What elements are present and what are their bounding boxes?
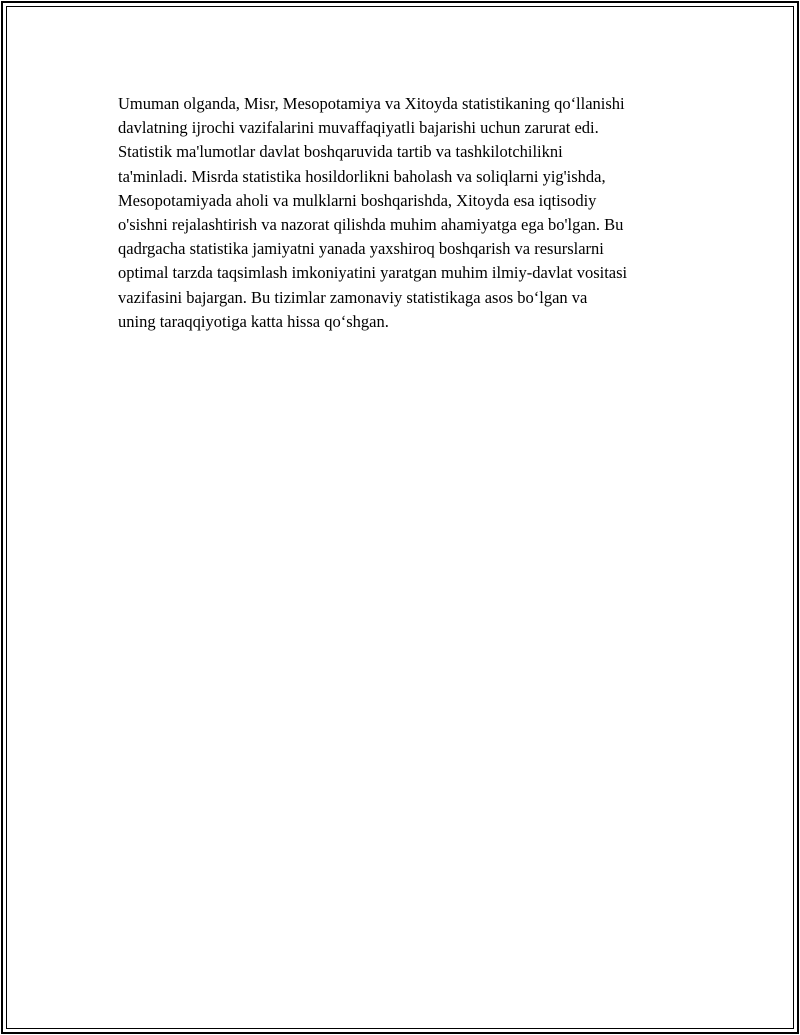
paragraph-line: Mesopotamiyada aholi va mulklarni boshqarishda, Xitoyda esa iqtisodiy	[118, 190, 597, 210]
paragraph-line: ta'minladi. Misrda statistika hosildorlikni baholash va soliqlarni yig'ishda,	[118, 166, 606, 186]
paragraph-line: o'sishni rejalashtirish va nazorat qilishda muhim ahamiyatga ega bo'lgan. Bu	[118, 215, 624, 235]
paragraph-line: optimal tarzda taqsimlash imkoniyatini yaratgan muhim ilmiy-davlat vositasi	[118, 263, 628, 283]
body-paragraph	[118, 92, 698, 334]
paragraph-line: davlatning ijrochi vazifalarini muvaffaqiyatli bajarishi uchun zarurat edi.	[118, 118, 599, 138]
paragraph-line: vazifasini bajargan. Bu tizimlar zamonaviy statistikaga asos bo‘lgan va	[118, 287, 588, 307]
paragraph-line: Statistik ma'lumotlar davlat boshqaruvida tartib va tashkilotchilikni	[118, 142, 563, 162]
paragraph-line: Umuman olganda, Misr, Mesopotamiya va Xitoyda statistikaning qo‘llanishi	[118, 94, 625, 113]
paragraph-line: qadrgacha statistika jamiyatni yanada yaxshiroq boshqarish va resurslarni	[118, 239, 604, 259]
paragraph-line: uning taraqqiyotiga katta hissa qo‘shgan.	[118, 311, 389, 331]
